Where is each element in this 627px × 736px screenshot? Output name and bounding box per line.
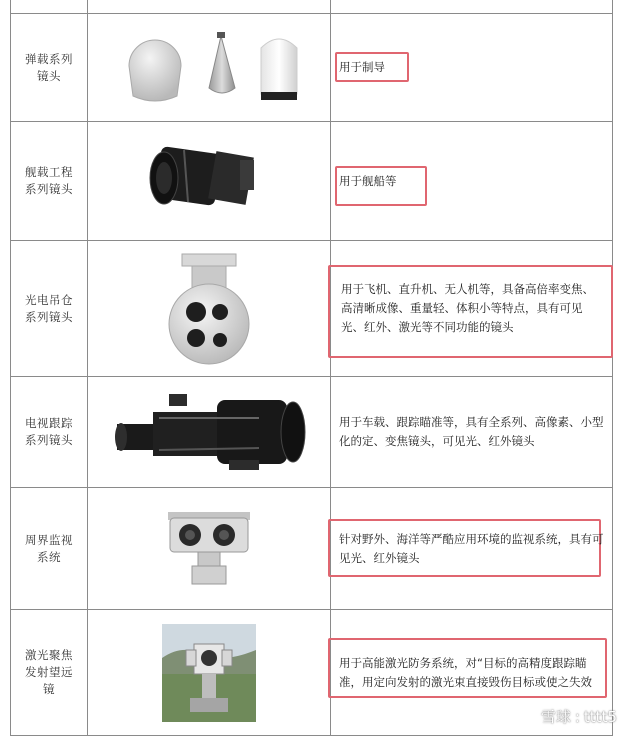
black-zoom-lens bbox=[144, 136, 274, 226]
table-row bbox=[11, 14, 613, 122]
category-cell: 激光聚焦发射望远镜 bbox=[11, 610, 88, 736]
description-text: 用于舰船等 bbox=[339, 173, 397, 188]
product-image-cell bbox=[88, 122, 331, 241]
product-table bbox=[10, 0, 613, 736]
product-image-cell bbox=[88, 488, 331, 610]
description-cell bbox=[331, 241, 613, 377]
category-cell: 弹载系列镜头 bbox=[11, 14, 88, 122]
product-image-cell bbox=[88, 610, 331, 736]
category-cell: 周界监视系统 bbox=[11, 488, 88, 610]
table-row bbox=[11, 122, 613, 241]
category-cell: 舰载工程系列镜头 bbox=[11, 122, 88, 241]
tracking-lens-assembly bbox=[109, 388, 309, 476]
description-cell bbox=[331, 122, 613, 241]
table-row-top bbox=[11, 0, 613, 14]
table-row bbox=[11, 377, 613, 488]
description-text: 用于高能激光防务系统，对“目标的高精度跟踪瞄准，用定向发射的激光束直接毁伤目标或使之失效 bbox=[339, 655, 592, 689]
watermark-separator: : bbox=[574, 707, 580, 726]
product-image-cell bbox=[88, 14, 331, 122]
watermark-user: tttt5 bbox=[583, 707, 617, 726]
laser-turret-photo bbox=[162, 624, 256, 722]
description-cell bbox=[331, 488, 613, 610]
watermark bbox=[517, 706, 617, 727]
table-row bbox=[11, 241, 613, 377]
category-cell: 电视跟踪系列镜头 bbox=[11, 377, 88, 488]
dome-seeker-lenses bbox=[109, 28, 309, 108]
description-text: 用于车载、跟踪瞄准等，具有全系列、高像素、小型化的定、变焦镜头，可见光、红外镜头 bbox=[339, 415, 604, 448]
snowball-logo-icon bbox=[517, 707, 537, 727]
description-cell bbox=[331, 377, 613, 488]
table-row bbox=[11, 488, 613, 610]
description-cell bbox=[331, 14, 613, 122]
watermark-brand: 雪球 bbox=[540, 708, 571, 726]
gimbal-pod bbox=[164, 250, 254, 368]
category-cell: 光电吊仓系列镜头 bbox=[11, 241, 88, 377]
highlight-box bbox=[328, 519, 601, 577]
description-text: 用于飞机、直升机、无人机等，具备高倍率变焦、高清晰成像、重量轻、体积小等特点，具有可见光、红外、激光等不同功能的镜头 bbox=[341, 282, 594, 334]
dual-camera-housing bbox=[164, 504, 254, 594]
product-image-cell bbox=[88, 377, 331, 488]
product-image-cell bbox=[88, 241, 331, 377]
description-text: 针对野外、海洋等严酷应用环境的监视系统，具有可见光、红外镜头 bbox=[339, 531, 604, 565]
description-text: 用于制导 bbox=[339, 60, 385, 74]
